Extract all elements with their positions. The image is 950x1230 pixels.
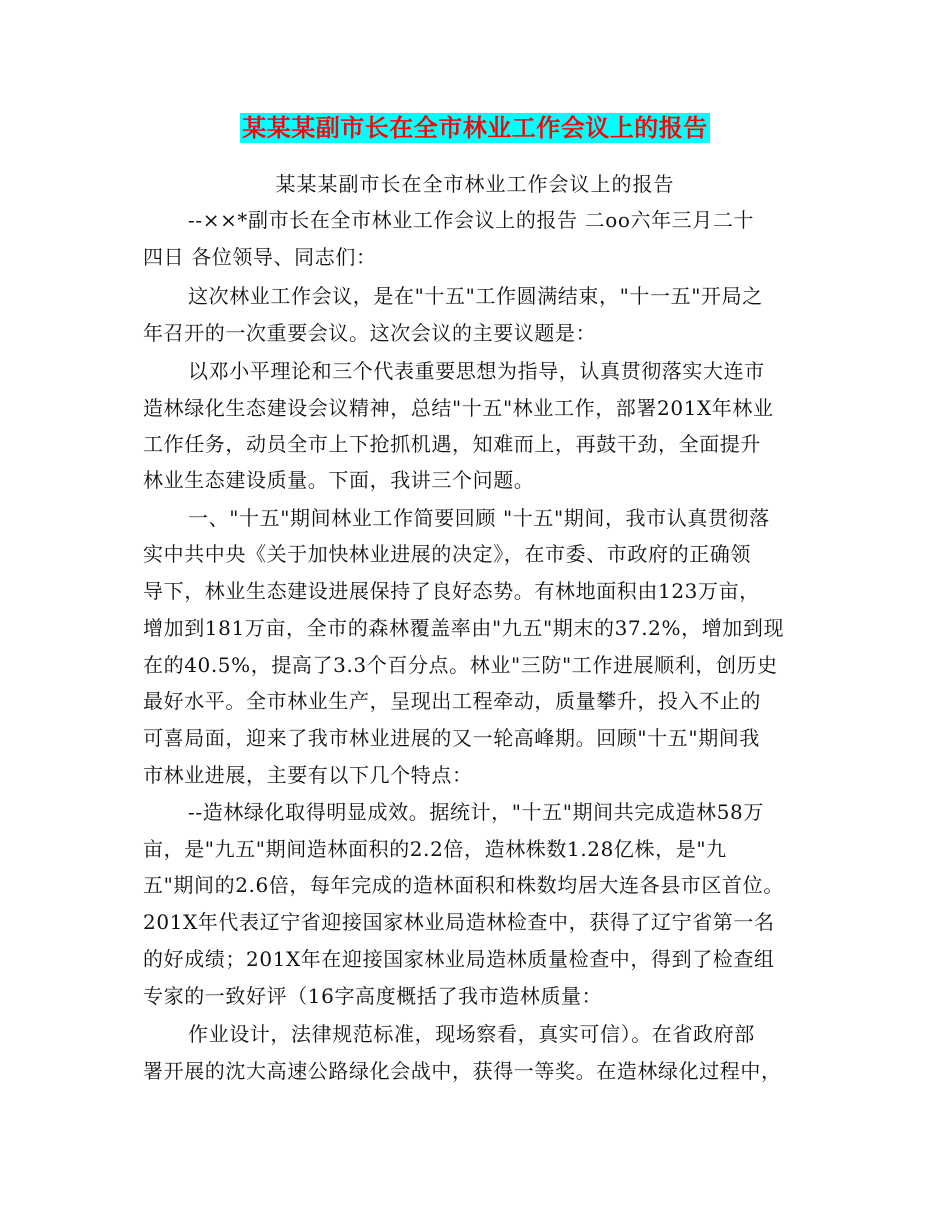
body-line: 实中共中央《关于加快林业进展的决定》，在市委、市政府的正确领 [143,542,751,566]
body-line: 在的40.5%，提高了3.3个百分点。林业"三防"工作进展顺利，创历史 [143,653,778,677]
body-line: 最好水平。全市林业生产，呈现出工程牵动，质量攀升，投入不止的 [143,689,761,713]
body-line: 作业设计，法律规范标准，现场察看，真实可信）。在省政府部 [188,1022,755,1046]
body-line: 年召开的一次重要会议。这次会议的主要议题是： [143,321,597,345]
document-title: 某某某副市长在全市林业工作会议上的报告 [242,114,708,142]
body-line: 工作任务，动员全市上下抢抓机遇，知难而上，再鼓干劲，全面提升 [143,432,761,456]
body-line: 林业生态建设质量。下面，我讲三个问题。 [143,468,535,492]
body-line: 这次林业工作会议，是在"十五"工作圆满结束，"十一五"开局之 [188,284,763,308]
body-line: 市林业进展，主要有以下几个特点： [143,763,473,787]
body-line: 可喜局面，迎来了我市林业进展的又一轮高峰期。回顾"十五"期间我 [143,726,760,750]
body-line: 造林绿化生态建设会议精神，总结"十五"林业工作，部署201X年林业 [143,396,774,420]
body-line: --造林绿化取得明显成效。据统计，"十五"期间共完成造林58万 [188,800,764,824]
body-line: 专家的一致好评（16字高度概括了我市造林质量： [143,984,603,1008]
document-subtitle: 某某某副市长在全市林业工作会议上的报告 [275,172,675,196]
body-line: 五"期间的2.6倍，每年完成的造林面积和株数均居大连各县市区首位。 [143,873,784,897]
body-line: --××*副市长在全市林业工作会议上的报告 二oo六年三月二十 [188,208,755,232]
body-line: 导下，林业生态建设进展保持了良好态势。有林地面积由123万亩， [143,579,760,603]
body-line: 署开展的沈大高速公路绿化会战中，获得一等奖。在造林绿化过程中， [143,1059,782,1083]
title-row [0,113,950,143]
body-line: 增加到181万亩，全市的森林覆盖率由"九五"期末的37.2%，增加到现 [143,616,785,640]
body-line: 一、"十五"期间林业工作简要回顾 "十五"期间，我市认真贯彻落 [188,506,770,530]
body-line: 以邓小平理论和三个代表重要思想为指导，认真贯彻落实大连市 [188,359,765,383]
body-line: 四日 各位领导、同志们： [143,245,377,269]
body-line: 的好成绩；201X年在迎接国家林业局造林质量检查中，得到了检查组 [143,947,775,971]
body-line: 201X年代表辽宁省迎接国家林业局造林检查中，获得了辽宁省第一名 [143,910,775,934]
body-line: 亩，是"九五"期间造林面积的2.2倍，造林株数1.28亿株，是"九 [143,837,727,861]
